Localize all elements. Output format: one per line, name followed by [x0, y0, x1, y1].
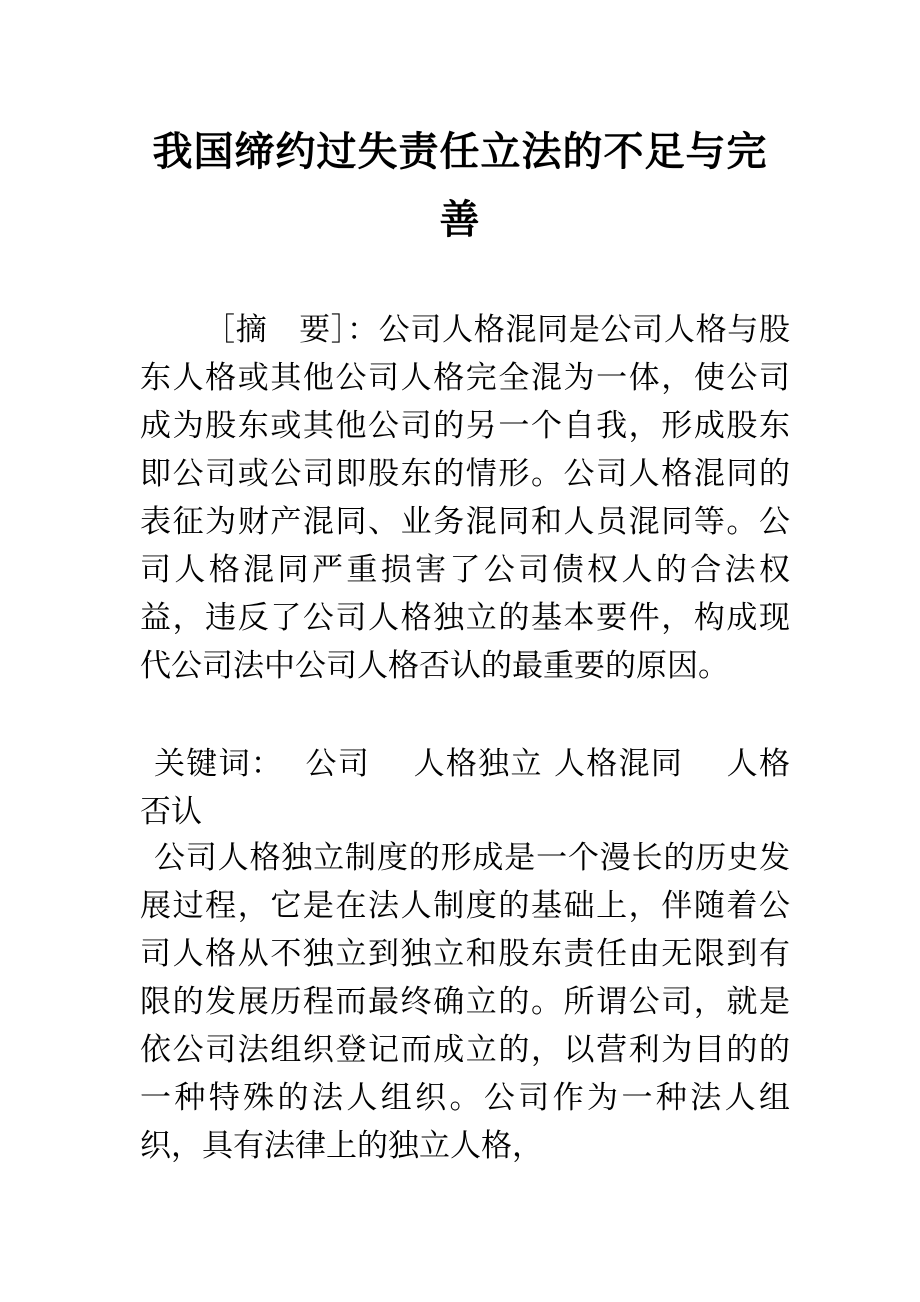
keywords-paragraph: 关键词： 公司 人格独立 人格混同 人格否认	[140, 746, 790, 830]
document-title: 我国缔约过失责任立法的不足与完善	[152, 128, 768, 243]
abstract-paragraph: ［摘 要］：公司人格混同是公司人格与股东人格或其他公司人格完全混为一体，使公司成为股东或其他公司的另一个自我，形成股东即公司或公司即股东的情形。公司人格混同的表征为财产混同、业务混同和人员混同等。公司人格混同严重损害了公司债权人的合法权益，违反了公司人格独立的基本要件，构成现代公司法中公司人格否认的最重要的原因。	[140, 312, 790, 684]
intro-paragraph: 公司人格独立制度的形成是一个漫长的历史发展过程，它是在法人制度的基础上，伴随着公司人格从不独立到独立和股东责任由无限到有限的发展历程而最终确立的。所谓公司，就是依公司法组织登记而成立的，以营利为目的的一种特殊的法人组织。公司作为一种法人组织，具有法律上的独立人格，	[140, 840, 790, 1164]
